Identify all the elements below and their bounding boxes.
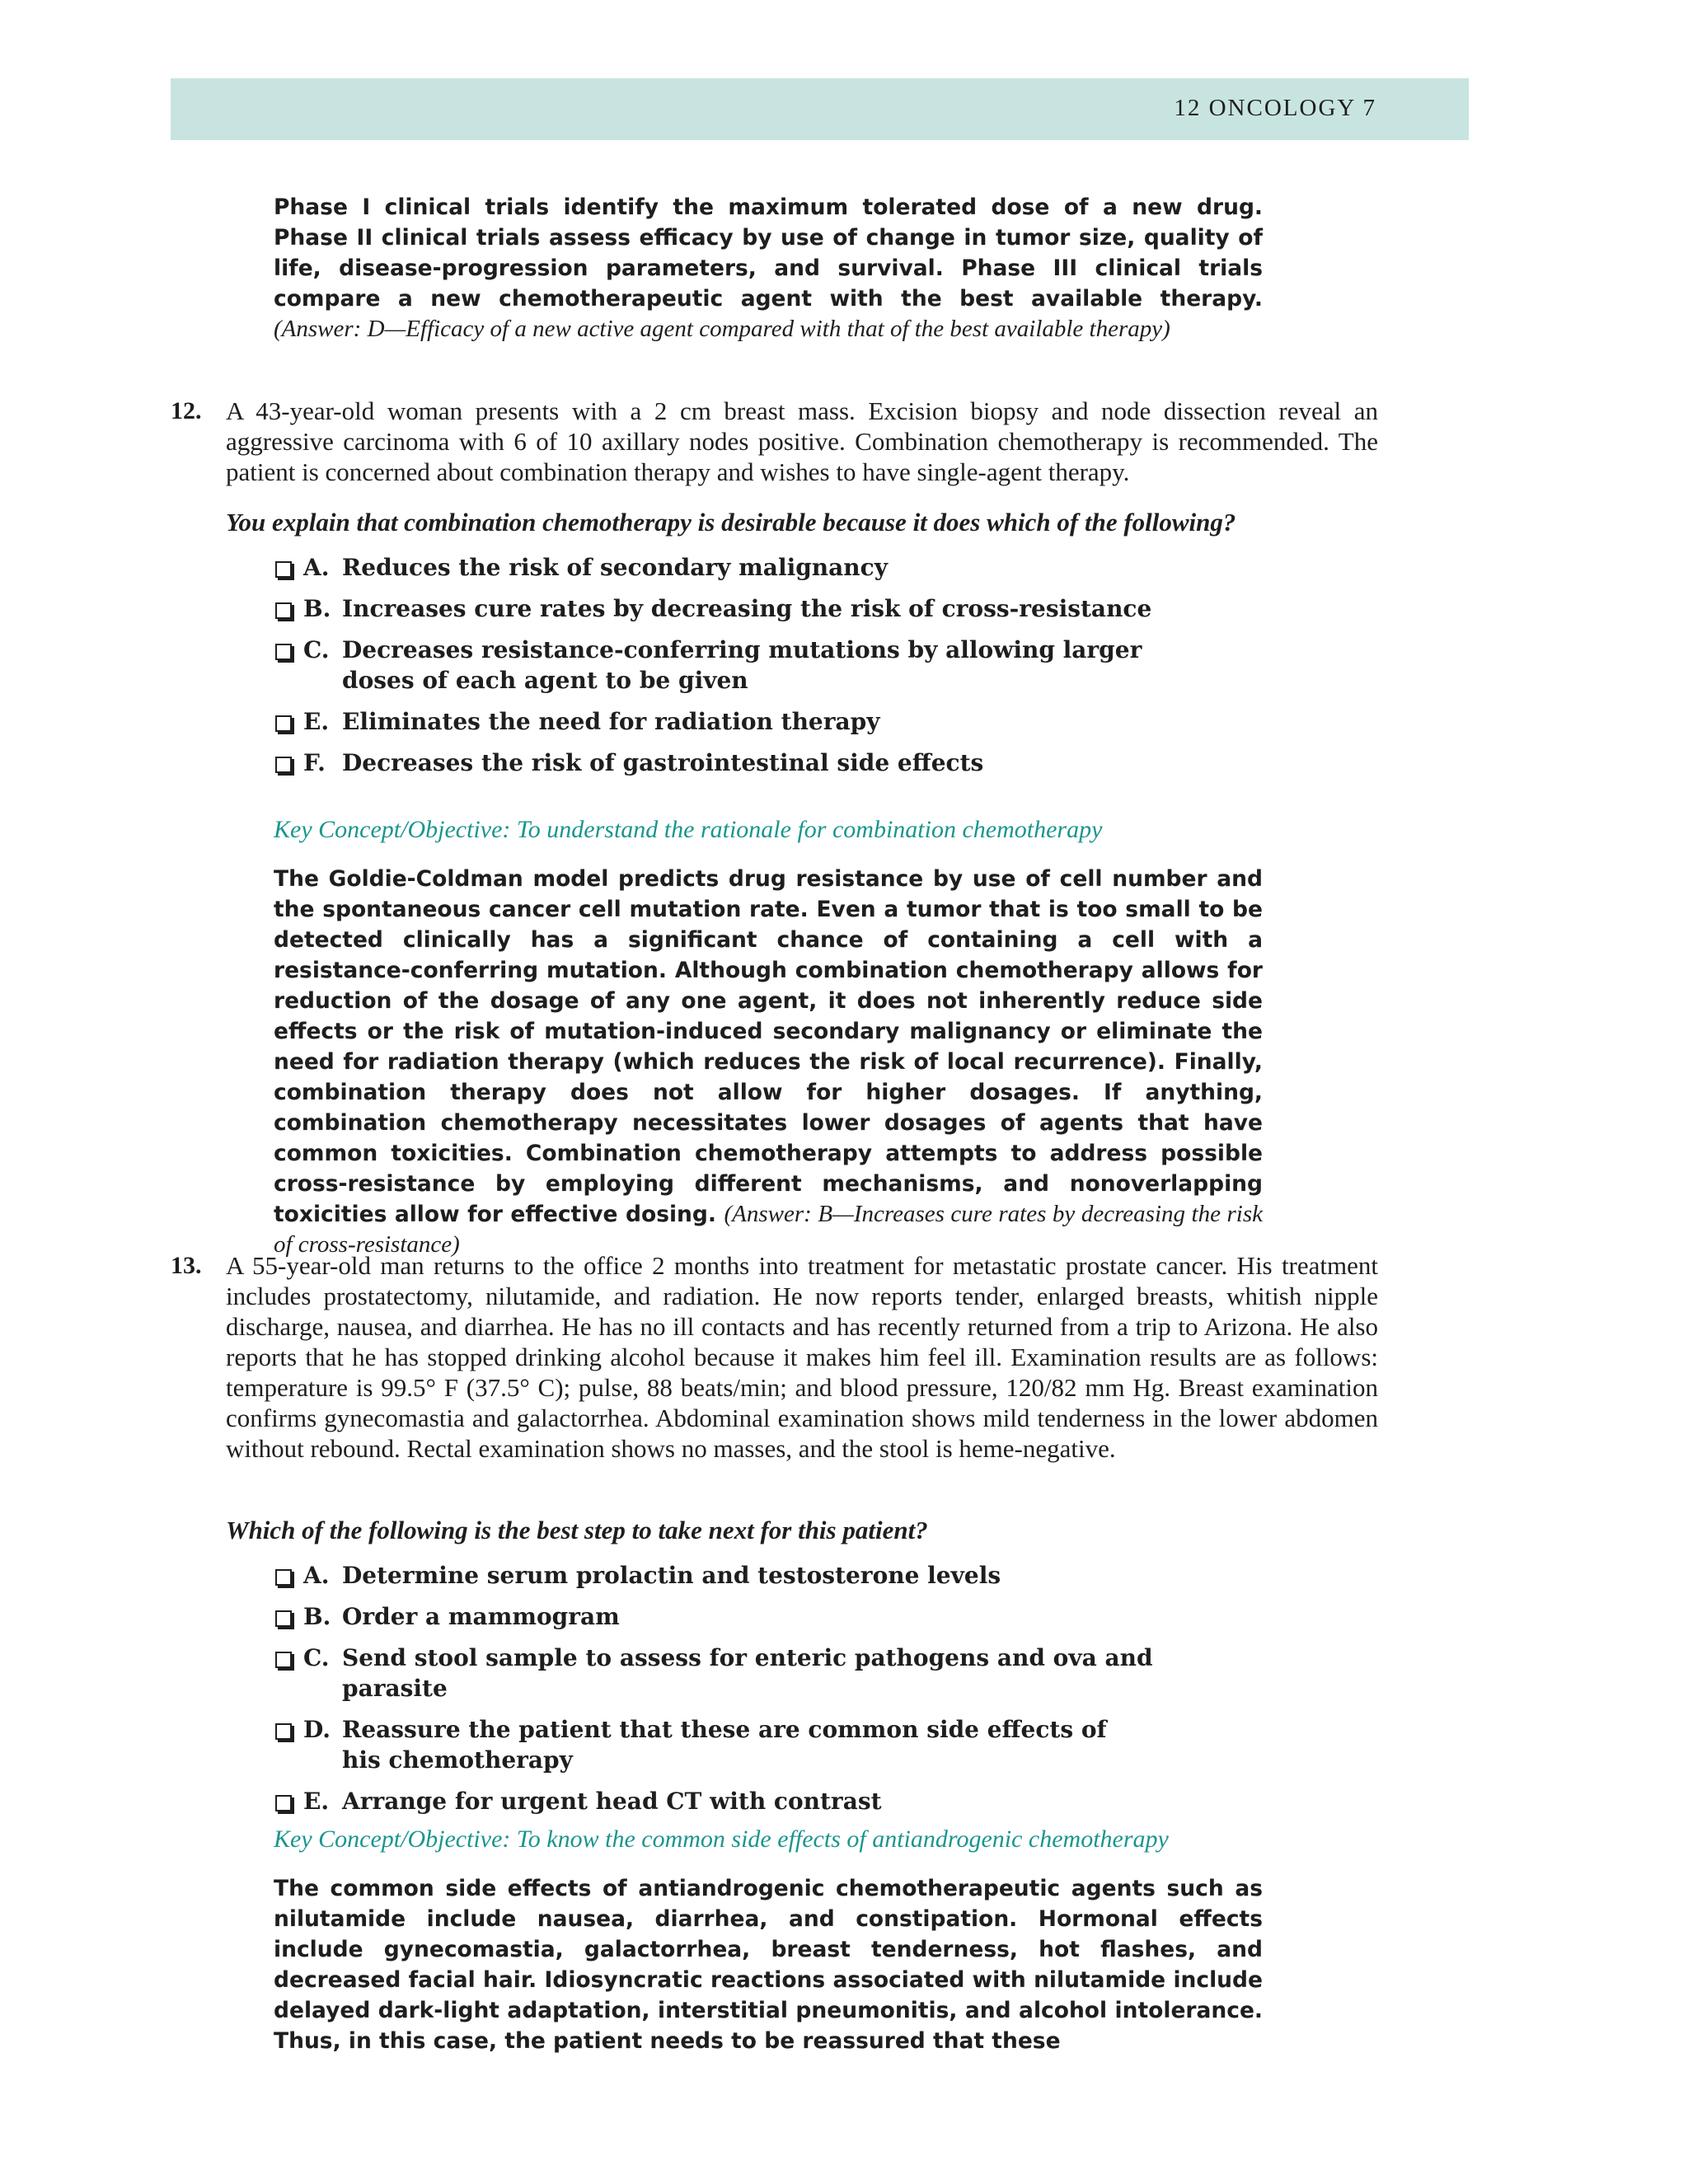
- checkbox-icon[interactable]: [275, 644, 292, 660]
- question-12-prompt: You explain that combination chemotherapy is desirable because it does which of the following?: [226, 508, 1236, 537]
- q13-option-b[interactable]: B. Order a mammogram: [274, 1601, 1263, 1632]
- question-12-options: [274, 552, 1263, 789]
- checkbox-icon[interactable]: [275, 602, 292, 619]
- q13-option-a[interactable]: A. Determine serum prolactin and testosterone levels: [274, 1560, 1263, 1591]
- checkbox-icon[interactable]: [275, 561, 292, 578]
- q13-option-c[interactable]: C. Send stool sample to assess for enteric pathogens and ova and parasite: [274, 1643, 1263, 1704]
- prev-answer-text: (Answer: D—Efficacy of a new active agent compared with that of the best available therapy): [274, 316, 1170, 342]
- checkbox-icon[interactable]: [275, 757, 292, 773]
- checkbox-icon[interactable]: [275, 715, 292, 732]
- q12-explanation-text: The Goldie-Coldman model predicts drug resistance by use of cell number and the spontaneous cancer cell mutation rate. Even a tumor that is too small to be detected clinically has a significant chance of containing a cell with a resistance-conferring mutation. Although combination chemotherapy allows for reduction of the dosage of any one agent, it does not inherently reduce side effects or the risk of mutation-induced secondary malignancy or eliminate the need for radiation therapy (which reduces the risk of local recurrence). Finally, combination therapy does not allow for higher dosages. If anything, combination chemotherapy necessitates lower dosages of agents that have common toxicities. Combination chemotherapy attempts to address possible cross-resistance by employing different mechanisms, and nonoverlapping toxicities allow for effective dosing.: [274, 866, 1263, 1227]
- checkbox-icon[interactable]: [275, 1569, 292, 1586]
- question-13-prompt: Which of the following is the best step to take next for this patient?: [226, 1516, 928, 1544]
- question-13-explanation: [274, 1873, 1263, 2056]
- question-12-number: 12.: [171, 397, 202, 424]
- checkbox-icon[interactable]: [275, 1652, 292, 1668]
- running-header: [171, 78, 1469, 140]
- q12-option-f[interactable]: F. Decreases the risk of gastrointestinal side effects: [274, 748, 1263, 778]
- prev-answer-explanation: [274, 192, 1263, 344]
- question-12-key-concept: Key Concept/Objective: To understand the rationale for combination chemotherapy: [274, 816, 1103, 843]
- checkbox-icon[interactable]: [275, 1795, 292, 1811]
- question-13-options: [274, 1560, 1263, 1827]
- checkbox-icon[interactable]: [275, 1610, 292, 1627]
- q13-option-e[interactable]: E. Arrange for urgent head CT with contrast: [274, 1786, 1263, 1816]
- prev-explanation-text: Phase I clinical trials identify the maximum tolerated dose of a new drug. Phase II clinical trials assess efficacy by use of change in tumor size, quality of life, disease-progression parameters, and survival. Phase III clinical trials compare a new chemotherapeutic agent with the best available therapy.: [274, 194, 1263, 312]
- q12-option-e[interactable]: E. Eliminates the need for radiation therapy: [274, 706, 1263, 737]
- q13-explanation-text: The common side effects of antiandrogenic chemotherapeutic agents such as nilutamide include nausea, diarrhea, and constipation. Hormonal effects include gynecomastia, galactorrhea, breast tenderness, hot flashes, and decreased facial hair. Idiosyncratic reactions associated with nilutamide include delayed dark-light adaptation, interstitial pneumonitis, and alcohol intolerance. Thus, in this case, the patient needs to be reassured that these: [274, 1876, 1263, 2054]
- running-head-text: 12 ONCOLOGY 7: [1174, 95, 1376, 121]
- q13-option-d[interactable]: D. Reassure the patient that these are common side effects of his chemotherapy: [274, 1714, 1263, 1775]
- question-13-stem: A 55-year-old man returns to the office 2 months into treatment for metastatic prostate cancer. His treatment includes prostatectomy, nilutamide, and radiation. He now reports tender, enlarged breasts, whitish nipple discharge, nausea, and diarrhea. He has no ill contacts and has recently returned from a trip to Arizona. He also reports that he has stopped drinking alcohol because it makes him feel ill. Examination results are as follows: temperature is 99.5° F (37.5° C); pulse, 88 beats/min; and blood pressure, 120/82 mm Hg. Breast examination confirms gynecomastia and galactorrhea. Abdominal examination shows mild tenderness in the lower abdomen without rebound. Rectal examination shows no masses, and the stool is heme-negative.: [226, 1251, 1378, 1463]
- q12-option-c[interactable]: C. Decreases resistance-conferring mutations by allowing larger doses of each agent to be given: [274, 635, 1263, 696]
- q12-option-a[interactable]: A. Reduces the risk of secondary malignancy: [274, 552, 1263, 583]
- q12-option-b[interactable]: B. Increases cure rates by decreasing the risk of cross-resistance: [274, 593, 1263, 624]
- question-12-stem: A 43-year-old woman presents with a 2 cm breast mass. Excision biopsy and node dissection reveal an aggressive carcinoma with 6 of 10 axillary nodes positive. Combination chemotherapy is recommended. The patient is concerned about combination therapy and wishes to have single-agent therapy.: [226, 396, 1378, 486]
- question-13-key-concept: Key Concept/Objective: To know the common side effects of antiandrogenic chemotherapy: [274, 1825, 1169, 1853]
- question-12-explanation: [274, 864, 1263, 1260]
- question-13-number: 13.: [171, 1252, 202, 1279]
- checkbox-icon[interactable]: [275, 1723, 292, 1740]
- q12-answer-text: (Answer: B—Increases cure rates by decreasing the risk of cross-resistance): [274, 1201, 1263, 1258]
